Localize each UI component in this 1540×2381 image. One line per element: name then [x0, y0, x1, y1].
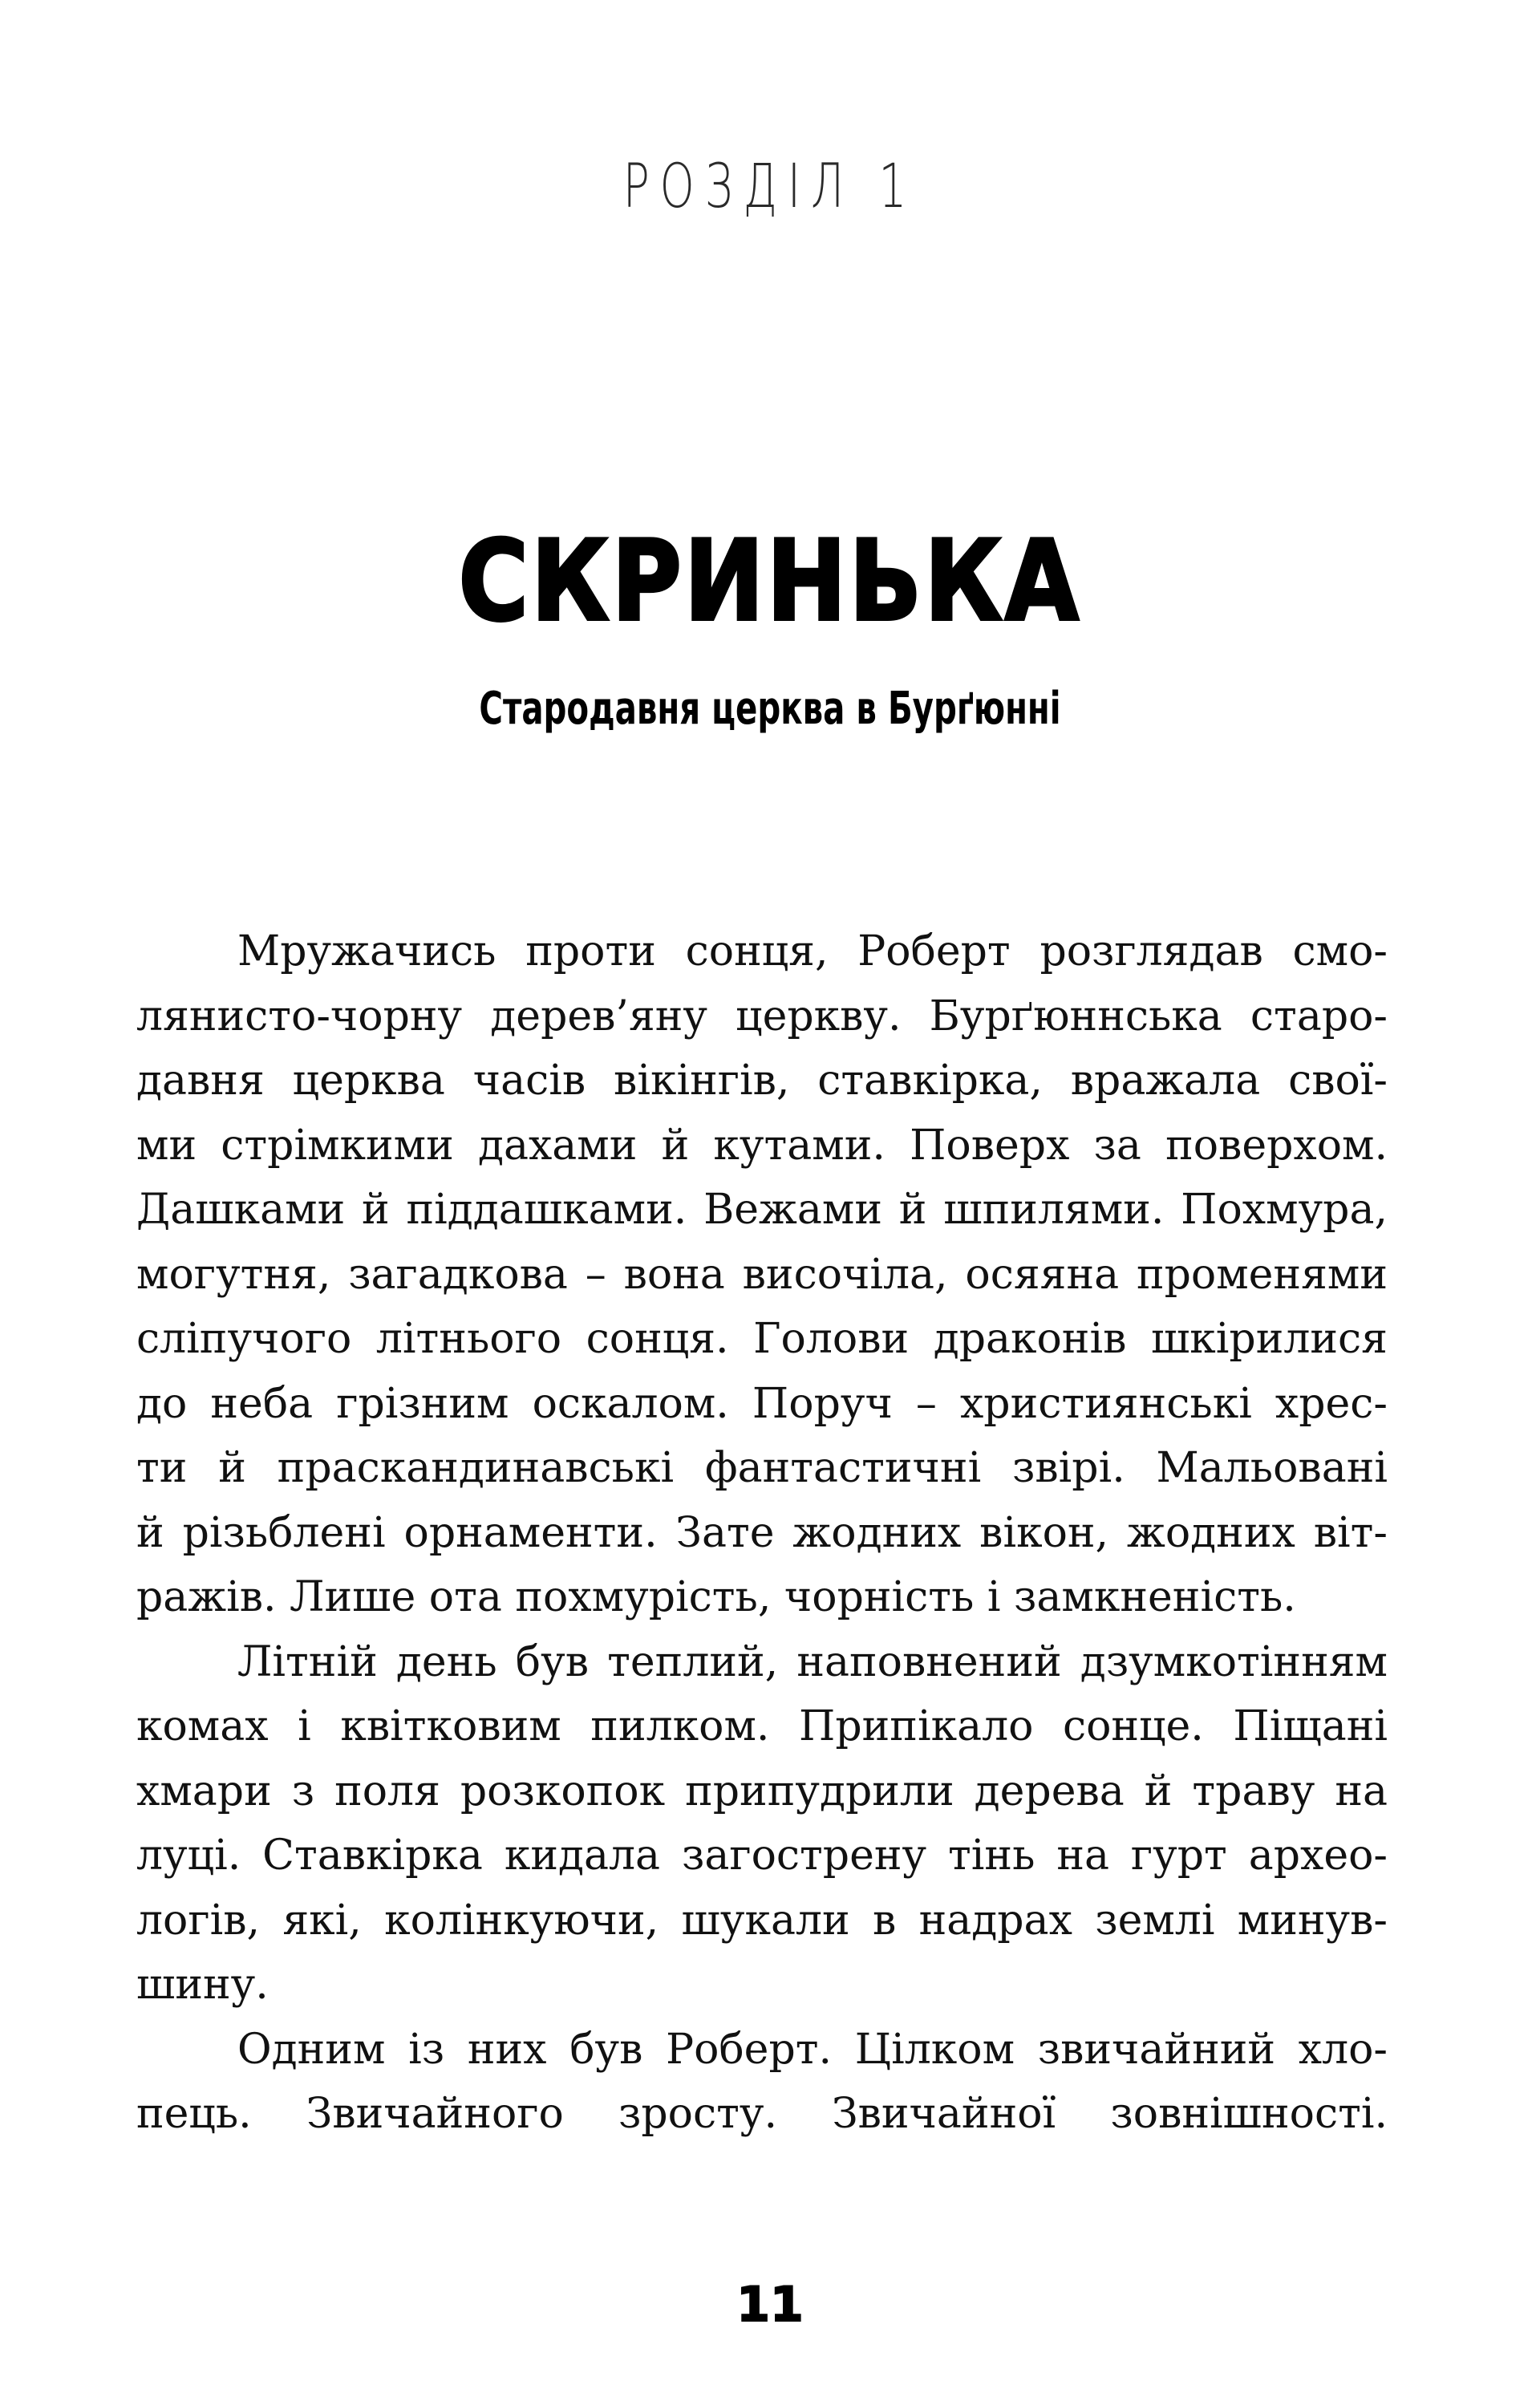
chapter-label: РОЗДІЛ 1 [622, 150, 918, 221]
text-line: ти й праскандинавські фантастичні звірі. Мальовані [136, 1444, 1388, 1492]
text-line: до неба грізним оскалом. Поруч – християнські хрес- [136, 1379, 1388, 1428]
text-line: лянисто-чорну дерев’яну церкву. Бурґюннська старо- [136, 992, 1388, 1040]
text-line: могутня, загадкова – вона височіла, осяяна променями [136, 1250, 1388, 1299]
text-line: комах і квітковим пилком. Припікало сонце. Піщані [136, 1702, 1388, 1750]
text-line: Мружачись проти сонця, Роберт розглядав смо- [237, 927, 1388, 976]
page-number: 11 [736, 2277, 804, 2333]
body-text [136, 919, 1388, 2147]
chapter-title: СКРИНЬКА [458, 517, 1082, 646]
text-line: Дашками й піддашками. Вежами й шпилями. Похмура, [136, 1186, 1388, 1234]
text-line: шину. [136, 1961, 269, 2009]
text-line: пець. Звичайного зросту. Звичайної зовнішності. [136, 2090, 1388, 2138]
text-line: ми стрімкими дахами й кутами. Поверх за поверхом. [136, 1121, 1388, 1170]
text-line: Одним із них був Роберт. Цілком звичайний хло- [237, 2025, 1388, 2074]
chapter-subtitle: Стародавня церква в Бурґюнні [479, 683, 1061, 735]
text-line: й різьблені орнаменти. Зате жодних вікон, жодних віт- [136, 1508, 1388, 1557]
text-line: ражів. Лише ота похмурість, чорність і замкненість. [136, 1573, 1296, 1621]
text-line: логів, які, колінкуючи, шукали в надрах землі минув- [136, 1896, 1388, 1945]
text-line: хмари з поля розкопок припудрили дерева й траву на [136, 1766, 1388, 1815]
text-line: давня церква часів вікінгів, ставкірка, вражала свої- [136, 1057, 1388, 1105]
text-line: сліпучого літнього сонця. Голови драконів шкірилися [136, 1315, 1388, 1363]
text-line: луці. Ставкірка кидала загострену тінь на гурт архео- [136, 1831, 1388, 1880]
text-line: Літній день був теплий, наповнений дзумкотінням [237, 1637, 1388, 1686]
